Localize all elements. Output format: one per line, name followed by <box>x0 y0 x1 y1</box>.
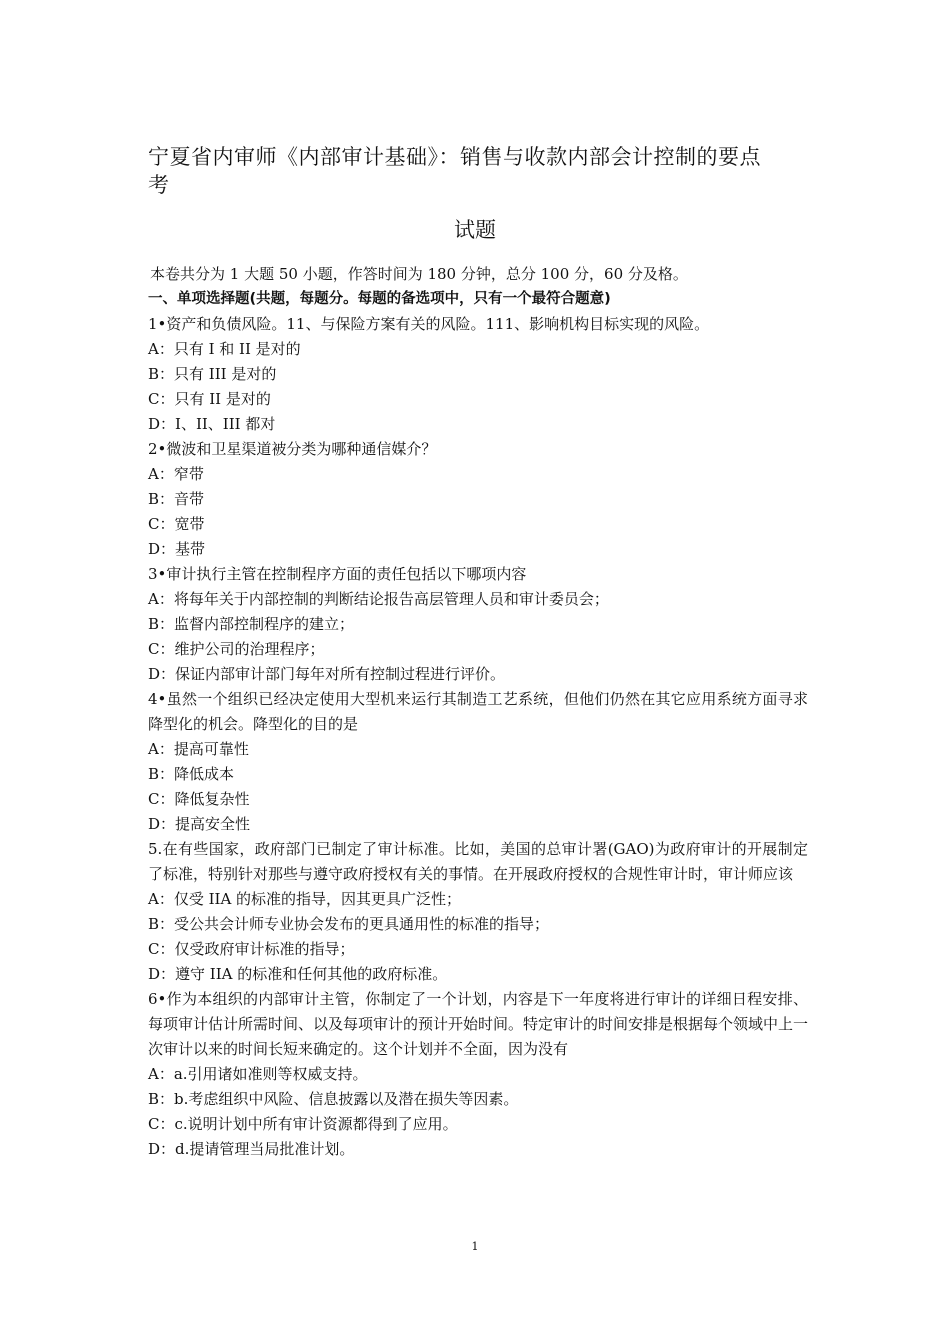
option-b: B：监督内部控制程序的建立； <box>148 615 355 633</box>
question-text: 6•作为本组织的内部审计主管，你制定了一个计划，内容是下一年度将进行审计的详细日程安排、每项审计估计所需时间、以及每项审计的预计开始时间。特定审计的时间安排是根据每个领域中上一次审计以来的时间长短来确定的。这个计划并不全面，因为没有 <box>148 990 809 1058</box>
option-a: A：只有 I 和 II 是对的 <box>148 340 301 358</box>
option-c: C：仅受政府审计标准的指导； <box>148 940 355 958</box>
option-d: D：I、II、III 都对 <box>148 415 276 433</box>
question-3 <box>148 562 808 687</box>
option-b: B：音带 <box>148 490 205 508</box>
document-title: 宁夏省内审师《内部审计基础》：销售与收款内部会计控制的要点 <box>148 145 761 169</box>
question-4 <box>148 687 808 837</box>
option-b: B：b.考虑组织中风险、信息披露以及潜在损失等因素。 <box>148 1090 519 1108</box>
document-subtitle: 试题 <box>454 218 496 242</box>
option-a: A：提高可靠性 <box>148 740 249 758</box>
document-body <box>148 262 808 1162</box>
option-c: C：宽带 <box>148 515 205 533</box>
option-d: D：遵守 IIA 的标准和任何其他的政府标准。 <box>148 965 448 983</box>
question-text: 2•微波和卫星渠道被分类为哪种通信媒介？ <box>148 440 437 458</box>
option-a: A：窄带 <box>148 465 204 483</box>
question-2 <box>148 437 808 562</box>
option-b: B：只有 III 是对的 <box>148 365 277 383</box>
question-text: 1•资产和负债风险。11、与保险方案有关的风险。111、影响机构目标实现的风险。 <box>148 315 710 333</box>
question-5 <box>148 837 808 987</box>
question-text: 4•虽然一个组织已经决定使用大型机来运行其制造工艺系统，但他们仍然在其它应用系统方面寻求降型化的机会。降型化的目的是 <box>148 690 808 733</box>
option-d: D：基带 <box>148 540 206 558</box>
exam-intro: 本卷共分为 1 大题 50 小题，作答时间为 180 分钟，总分 100 分，60 分及格。 <box>150 265 688 283</box>
option-a: A：仅受 IIA 的标准的指导，因其更具广泛性； <box>148 890 462 908</box>
section-heading: 一、单项选择题(共题，每题分。每题的备选项中，只有一个最符合题意) <box>148 291 611 307</box>
option-c: C：维护公司的治理程序； <box>148 640 325 658</box>
option-a: A：将每年关于内部控制的判断结论报告高层管理人员和审计委员会； <box>148 590 609 608</box>
option-d: D：保证内部审计部门每年对所有控制过程进行评价。 <box>148 665 506 683</box>
document-title-continuation: 考 <box>148 173 169 197</box>
option-c: C：降低复杂性 <box>148 790 250 808</box>
question-text: 5.在有些国家，政府部门已制定了审计标准。比如，美国的总审计署(GAO)为政府审计的开展制定了标准，特别针对那些与遵守政府授权有关的事情。在开展政府授权的合规性审计时，审计师应该 <box>148 840 808 883</box>
page-number: 1 <box>471 1240 479 1253</box>
option-d: D：d.提请管理当局批准计划。 <box>148 1140 355 1158</box>
option-d: D：提高安全性 <box>148 815 251 833</box>
option-c: C：c.说明计划中所有审计资源都得到了应用。 <box>148 1115 458 1133</box>
option-b: B：降低成本 <box>148 765 235 783</box>
question-6 <box>148 987 808 1162</box>
option-b: B：受公共会计师专业协会发布的更具通用性的标准的指导； <box>148 915 550 933</box>
question-1 <box>148 312 808 437</box>
question-text: 3•审计执行主管在控制程序方面的责任包括以下哪项内容 <box>148 565 527 583</box>
option-a: A：a.引用诸如准则等权威支持。 <box>148 1065 368 1083</box>
option-c: C：只有 II 是对的 <box>148 390 271 408</box>
